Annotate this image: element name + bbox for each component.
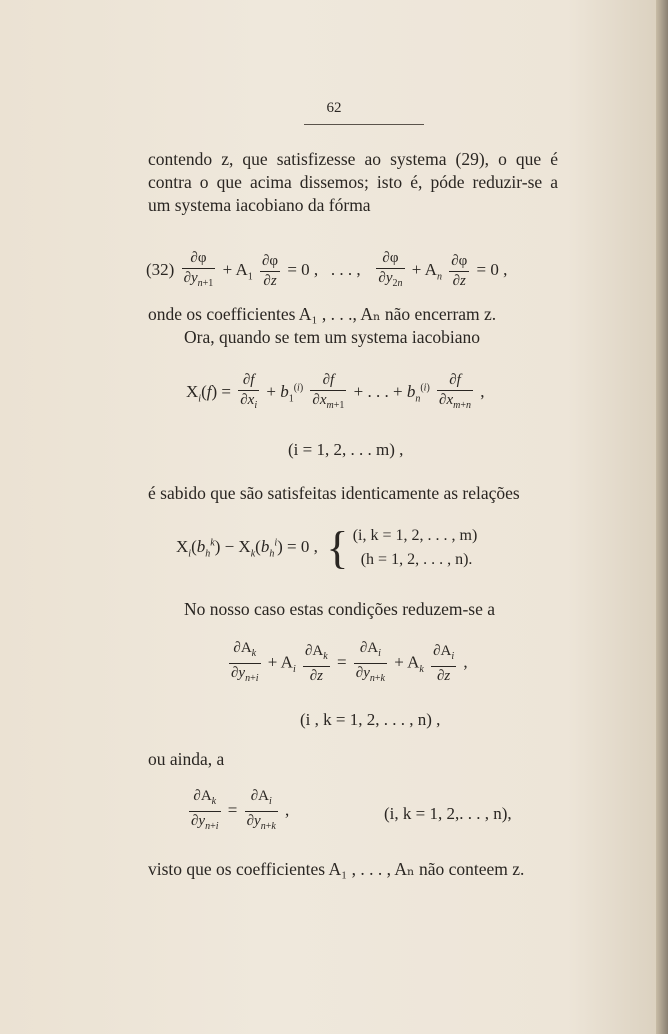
fraction: $\frac{\partial\varphi}{\partial y_{2n}}$: [378, 250, 403, 289]
fraction: $\frac{\partial f}{\partial x_i}$: [240, 372, 258, 411]
fraction: $\frac{\partial A_k}{\partial y_{n+i}}$: [191, 788, 219, 832]
fraction: $\frac{\partial A_k}{\partial y_{n+i}}$: [231, 640, 259, 684]
condition-line: (h = 1, 2, . . . , n).: [360, 551, 473, 568]
index-range: (i = 1, 2, . . . m) ,: [288, 440, 404, 459]
header-rule: [304, 124, 424, 125]
page-number: 62: [326, 100, 342, 116]
equation-relations: $X_i(b_h^k) - X_k(b_h^i) = 0$ , { (i, k = 1, 2, . . . , m) (h = 1, 2, . . . , n).: [176, 522, 478, 573]
paragraph-line: Ora, quando se tem um systema iacobiano: [184, 327, 480, 347]
paragraph-line: é sabido que são satisfeitas identicamente as relações: [148, 483, 520, 503]
equation-final: $\frac{\partial A_k}{\partial y_{n+i}}$ = $\frac{\partial A_i}{\partial y_{n+k}}$ ,: [186, 788, 289, 835]
condition-line: (i, k = 1, 2, . . . , m): [352, 527, 478, 544]
paragraph-line: contendo z, que satisfizesse ao systema (29), o que é: [148, 149, 558, 169]
paragraph-line: visto que os coefficientes A₁ , . . . , Aₙ não conteem z.: [148, 859, 525, 879]
fraction: $\frac{\partial A_i}{\partial y_{n+k}}$: [246, 788, 276, 832]
fraction: $\frac{\partial\varphi}{\partial y_{n+1}}$: [183, 250, 214, 289]
fraction: $\frac{\partial A_k}{\partial z}$: [304, 642, 328, 684]
equation-label: (32): [146, 259, 175, 279]
equation-xi: $X_i(f)$ = $\frac{\partial f}{\partial x_i}$ + $b_1^{(i)}$ $\frac{\partial f}{\partial x_{m+1}}$ + . . . + $b_n^{(i)}$ $\frac{\partial f}{\partial x_{m+n}}$ ,: [186, 372, 485, 414]
paragraph-line: contra o que acima dissemos; isto é, póde reduzir-se a: [148, 172, 558, 192]
paragraph-line: onde os coefficientes A₁ , . . ., Aₙ não encerram z.: [148, 304, 497, 324]
fraction: $\frac{\partial A_i}{\partial y_{n+k}}$: [355, 640, 385, 684]
page-edge: [656, 0, 668, 1034]
fraction: $\frac{\partial A_i}{\partial z}$: [433, 642, 455, 684]
index-range: (i , k = 1, 2, . . . , n) ,: [300, 710, 441, 729]
fraction: $\frac{\partial\varphi}{\partial z}$: [451, 252, 468, 289]
fraction: $\frac{\partial f}{\partial x_{m+n}}$: [439, 372, 471, 411]
paragraph-line: um systema iacobiano da fórma: [148, 195, 371, 215]
brace: {: [326, 522, 349, 573]
fraction: $\frac{\partial f}{\partial x_{m+1}}$: [312, 372, 345, 411]
paragraph-line: No nosso caso estas condições reduzem-se a: [184, 599, 496, 619]
equation-reduced: $\frac{\partial A_k}{\partial y_{n+i}}$ + $A_i$ $\frac{\partial A_k}{\partial z}$ = $\frac{\partial A_i}{\partial y_{n+k}}$ + $A_k$ $\frac{\partial A_i}{\partial z}$ ,: [226, 640, 468, 687]
paragraph-line: ou ainda, a: [148, 749, 225, 769]
equation-32: (32) $\frac{\partial\varphi}{\partial y_{n+1}}$ + $A_1$ $\frac{\partial\varphi}{\partial z}$ = 0 , . . . , $\frac{\partial\varphi}{\partial y_{2n}}$ + $A_n$ $\frac{\partial\varphi}{\partial z}$ = 0 ,: [146, 250, 507, 292]
index-range: (i, k = 1, 2,. . . , n),: [384, 804, 512, 823]
fraction: $\frac{\partial\varphi}{\partial z}$: [262, 252, 279, 289]
